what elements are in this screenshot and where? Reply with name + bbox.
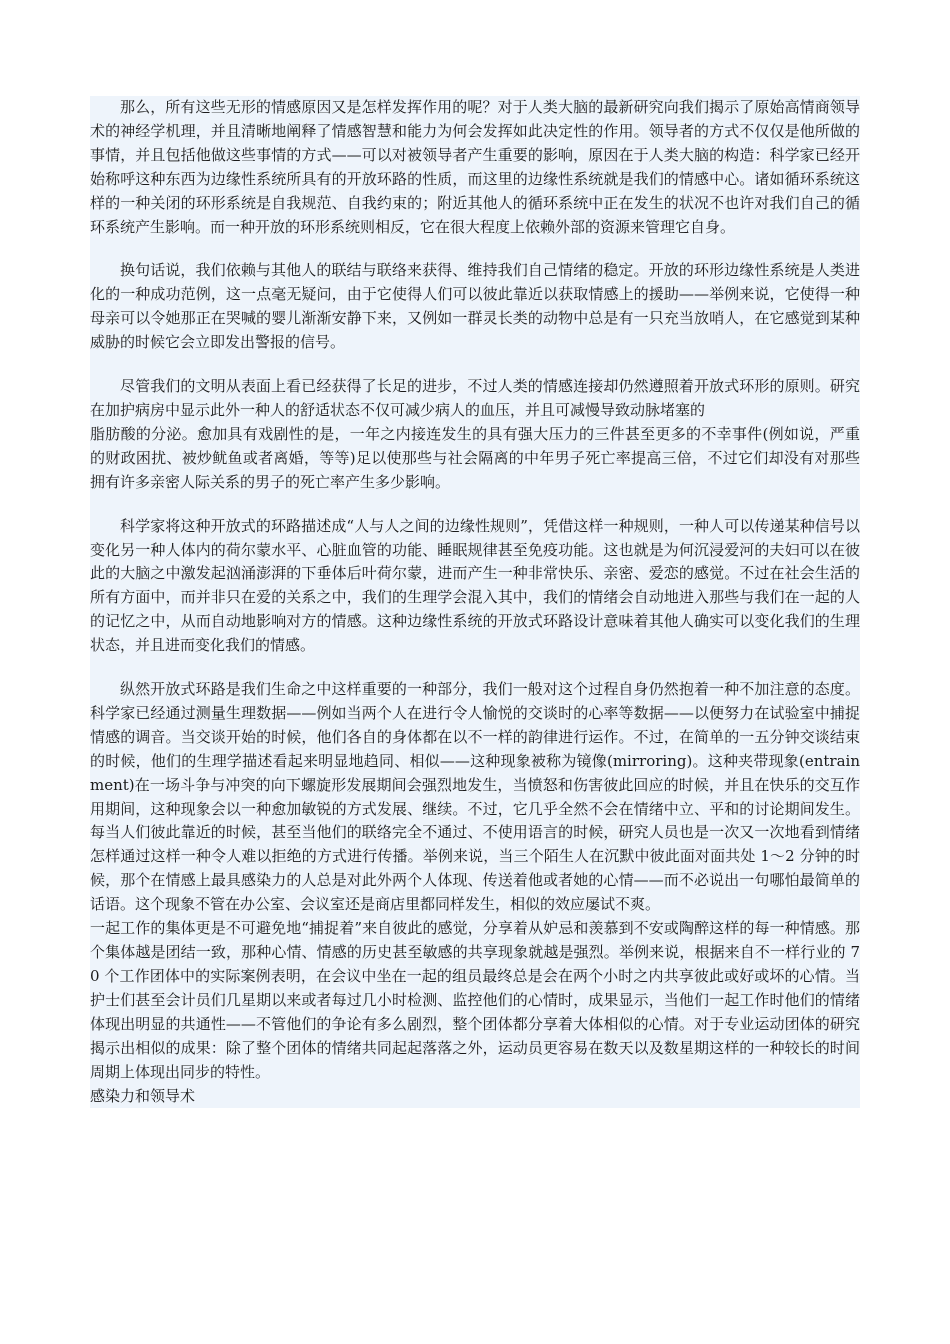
paragraph-1: 那么，所有这些无形的情感原因又是怎样发挥作用的呢？对于人类大脑的最新研究向我们揭示了原始高情商领导术的神经学机理，并且清晰地阐释了情感智慧和能力为何会发挥如此决定性的作用。领导者的方式不仅仅是他所做的事情，并且包括他做这些事情的方式——可以对被领导者产生重要的影响，原因在于人类大脑的构造：科学家已经开始称呼这种东西为边缘性系统所具有的开放环路的性质，而这里的边缘性系统就是我们的情感中心。诸如循环系统这样的一种关闭的环形系统是自我规范、自我约束的；附近其他人的循环系统中正在发生的状况不也许对我们自己的循环系统产生影响。而一种开放的环形系统则相反，它在很大程度上依赖外部的资源来管理它自身。 [90,98,860,236]
paragraph-3: 尽管我们的文明从表面上看已经获得了长足的进步，不过人类的情感连接却仍然遵照着开放式环形的原则。研究在加护病房中显示此外一种人的舒适状态不仅可减少病人的血压，并且可减慢导致动脉堵塞的 [90,377,860,419]
paragraph-3-continued: 脂肪酸的分泌。愈加具有戏剧性的是，一年之内接连发生的具有强大压力的三件甚至更多的不幸事件(例如说，严重的财政困扰、被炒鱿鱼或者离婚，等等)足以使那些与社会隔离的中年男子死亡率提高三倍，不过它们却没有对那些拥有许多亲密人际关系的男子的死亡率产生多少影响。 [90,424,860,491]
document-body [90,96,860,1108]
paragraph-2: 换句话说，我们依赖与其他人的联结与联络来获得、维持我们自己情绪的稳定。开放的环形边缘性系统是人类进化的一种成功范例，这一点毫无疑问，由于它使得人们可以彼此靠近以获取情感上的援助——举例来说，它使得一种母亲可以令她那正在哭喊的婴儿渐渐安静下来，又例如一群灵长类的动物中总是有一只充当放哨人，在它感觉到某种威胁的时候它会立即发出警报的信号。 [90,261,860,352]
section-heading: 感染力和领导术 [90,1087,196,1106]
paragraph-4: 科学家将这种开放式的环路描述成“人与人之间的边缘性规则”，凭借这样一种规则，一种人可以传递某种信号以变化另一种人体内的荷尔蒙水平、心脏血管的功能、睡眠规律甚至免疫功能。这也就是为何沉浸爱河的夫妇可以在彼此的大脑之中激发起汹涌澎湃的下垂体后叶荷尔蒙，进而产生一种非常快乐、亲密、爱恋的感觉。不过在社会生活的所有方面中，而并非只在爱的关系之中，我们的生理学会混入其中，我们的情绪会自动地进入那些与我们在一起的人的记忆之中，从而自动地影响对方的情感。这种边缘性系统的开放式环路设计意味着其他人确实可以变化我们的生理状态，并且进而变化我们的情感。 [90,516,860,655]
paragraph-6: 一起工作的集体更是不可避免地“捕捉着”来自彼此的感觉，分享着从妒忌和羡慕到不安或陶醉这样的每一种情感。那个集体越是团结一致，那种心情、情感的历史甚至敏感的共享现象就越是强烈。举例来说，根据来自不一样行业的 70 个工作团体中的实际案例表明，在会议中坐在一起的组员最终总是会在两个小时之内共享彼此或好或坏的心情。当护士们甚至会计员们几星期以来或者每过几小时检测、监控他们的心情时，成果显示，当他们一起工作时他们的情绪体现出明显的共通性——不管他们的争论有多么剧烈，整个团体都分享着大体相似的心情。对于专业运动团体的研究揭示出相似的成果：除了整个团体的情绪共同起起落落之外，运动员更容易在数天以及数星期这样的一种较长的时间周期上体现出同步的特性。 [90,919,860,1081]
paragraph-5: 纵然开放式环路是我们生命之中这样重要的一种部分，我们一般对这个过程自身仍然抱着一种不加注意的态度。科学家已经通过测量生理数据——例如当两个人在进行令人愉悦的交谈时的心率等数据——以便努力在试验室中捕捉情感的调音。当交谈开始的时候，他们各自的身体都在以不一样的韵律进行运作。不过，在简单的一五分钟交谈结束的时候，他们的生理学描述看起来明显地趋同、相似——这种现象被称为镜像(mirroring)。这种夹带现象(entrainment)在一场斗争与冲突的向下螺旋形发展期间会强烈地发生，当愤怒和伤害彼此回应的时候，并且在快乐的交互作用期间，这种现象会以一种愈加敏锐的方式发展、继续。不过，它几乎全然不会在情绪中立、平和的讨论期间发生。每当人们彼此靠近的时候，甚至当他们的联络完全不通过、不使用语言的时候，研究人员也是一次又一次地看到情绪怎样通过这样一种令人难以拒绝的方式进行传播。举例来说，当三个陌生人在沉默中彼此面对面共处 1～2 分钟的时候，那个在情感上最具感染力的人总是对此外两个人体现、传送着他或者她的心情——而不必说出一句哪怕最简单的话语。这个现象不管在办公室、会议室还是商店里都同样发生，相似的效应屡试不爽。 [90,680,860,914]
